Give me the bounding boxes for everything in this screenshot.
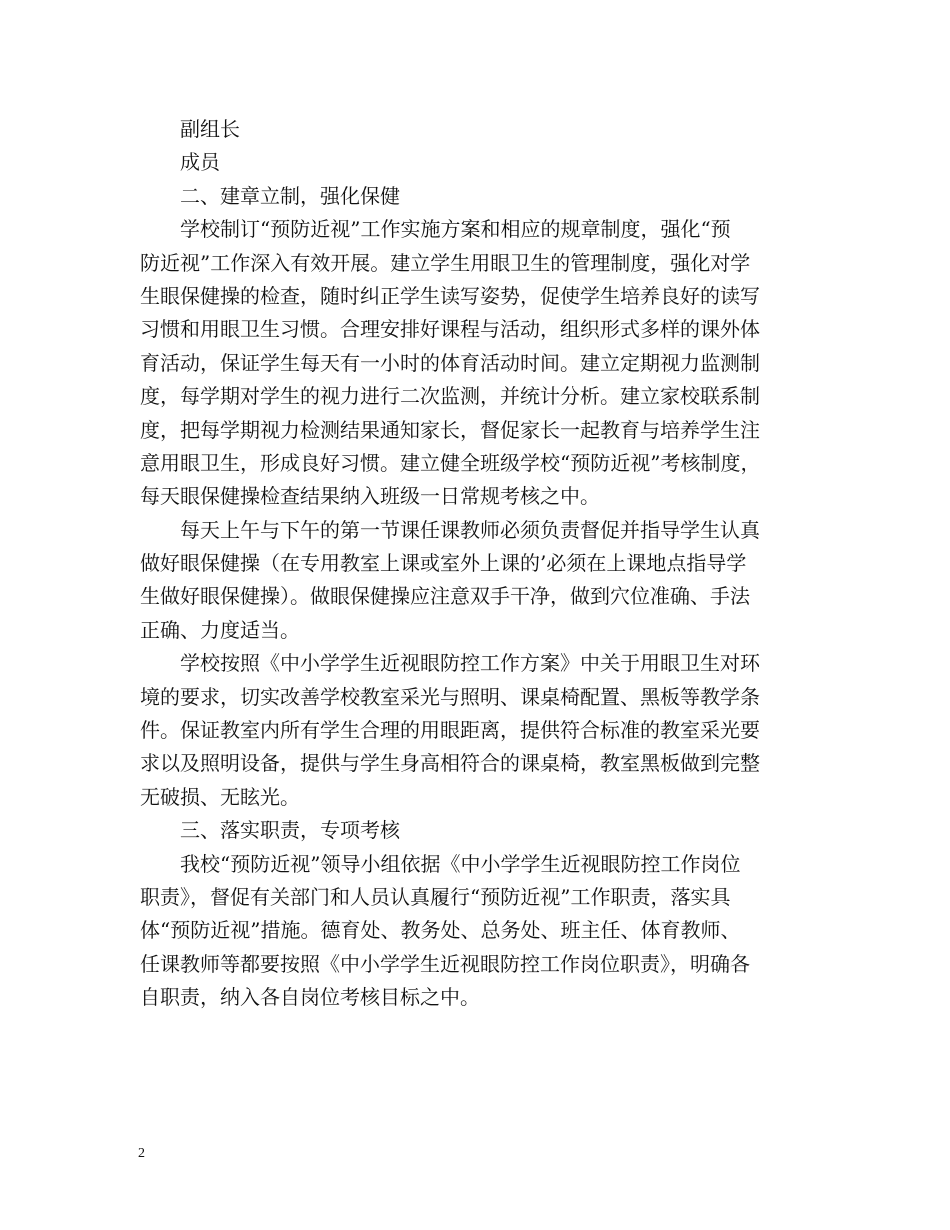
text-line: 三、落实职责，专项考核 [180,818,400,843]
text-line: 体“预防近视”措施。德育处、教务处、总务处、班主任、体育教师、 [140,918,741,943]
text-line: 求以及照明设备，提供与学生身高相符合的课桌椅，教室黑板做到完整 [140,751,760,776]
text-line: 任课教师等都要按照《中小学学生近视眼防控工作岗位职责》，明确各 [140,951,750,976]
text-line: 副组长 [180,117,240,141]
text-line: 生眼保健操的检查，随时纠正学生读写姿势，促使学生培养良好的读写 [140,283,760,308]
text-line: 无破损、无眩光。 [140,784,300,809]
text-line: 学校按照《中小学学生近视眼防控工作方案》中关于用眼卫生对环 [180,651,760,676]
page-number: 2 [138,1146,145,1161]
text-line: 成员 [180,150,220,175]
text-line: 自职责，纳入各自岗位考核目标之中。 [140,985,480,1010]
text-line: 我校“预防近视”领导小组依据《中小学学生近视眼防控工作岗位 [180,851,741,876]
text-line: 学校制订“预防近视”工作实施方案和相应的规章制度，强化“预 [180,217,731,242]
text-line: 习惯和用眼卫生习惯。合理安排好课程与活动，组织形式多样的课外体 [140,317,760,342]
text-line: 职责》，督促有关部门和人员认真履行“预防近视”工作职责，落实具 [140,884,731,909]
text-line: 境的要求，切实改善学校教室采光与照明、课桌椅配置、黑板等教学条 [140,684,760,709]
text-line: 做好眼保健操（在专用教室上课或室外上课的’必须在上课地点指导学 [140,551,747,576]
text-line: 件。保证教室内所有学生合理的用眼距离，提供符合标准的教室采光要 [140,718,760,743]
text-line: 正确、力度适当。 [140,617,300,642]
text-line: 度，每学期对学生的视力进行二次监测，并统计分析。建立家校联系制 [140,384,760,409]
document-body [140,113,820,1015]
text-line: 生做好眼保健操）。做眼保健操应注意双手干净，做到穴位准确、手法 [140,584,750,609]
text-line: 每天上午与下午的第一节课任课教师必须负责督促并指导学生认真 [180,517,760,542]
text-line: 意用眼卫生，形成良好习惯。建立健全班级学校“预防近视”考核制度， [140,450,761,475]
text-line: 防近视”工作深入有效开展。建立学生用眼卫生的管理制度，强化对学 [140,250,751,275]
text-line: 育活动，保证学生每天有一小时的体育活动时间。建立定期视力监测制 [140,350,760,375]
text-line: 二、建章立制，强化保健 [180,183,400,208]
text-line: 度，把每学期视力检测结果通知家长，督促家长一起教育与培养学生注 [140,417,760,442]
text-line: 每天眼保健操检查结果纳入班级一日常规考核之中。 [140,484,600,509]
